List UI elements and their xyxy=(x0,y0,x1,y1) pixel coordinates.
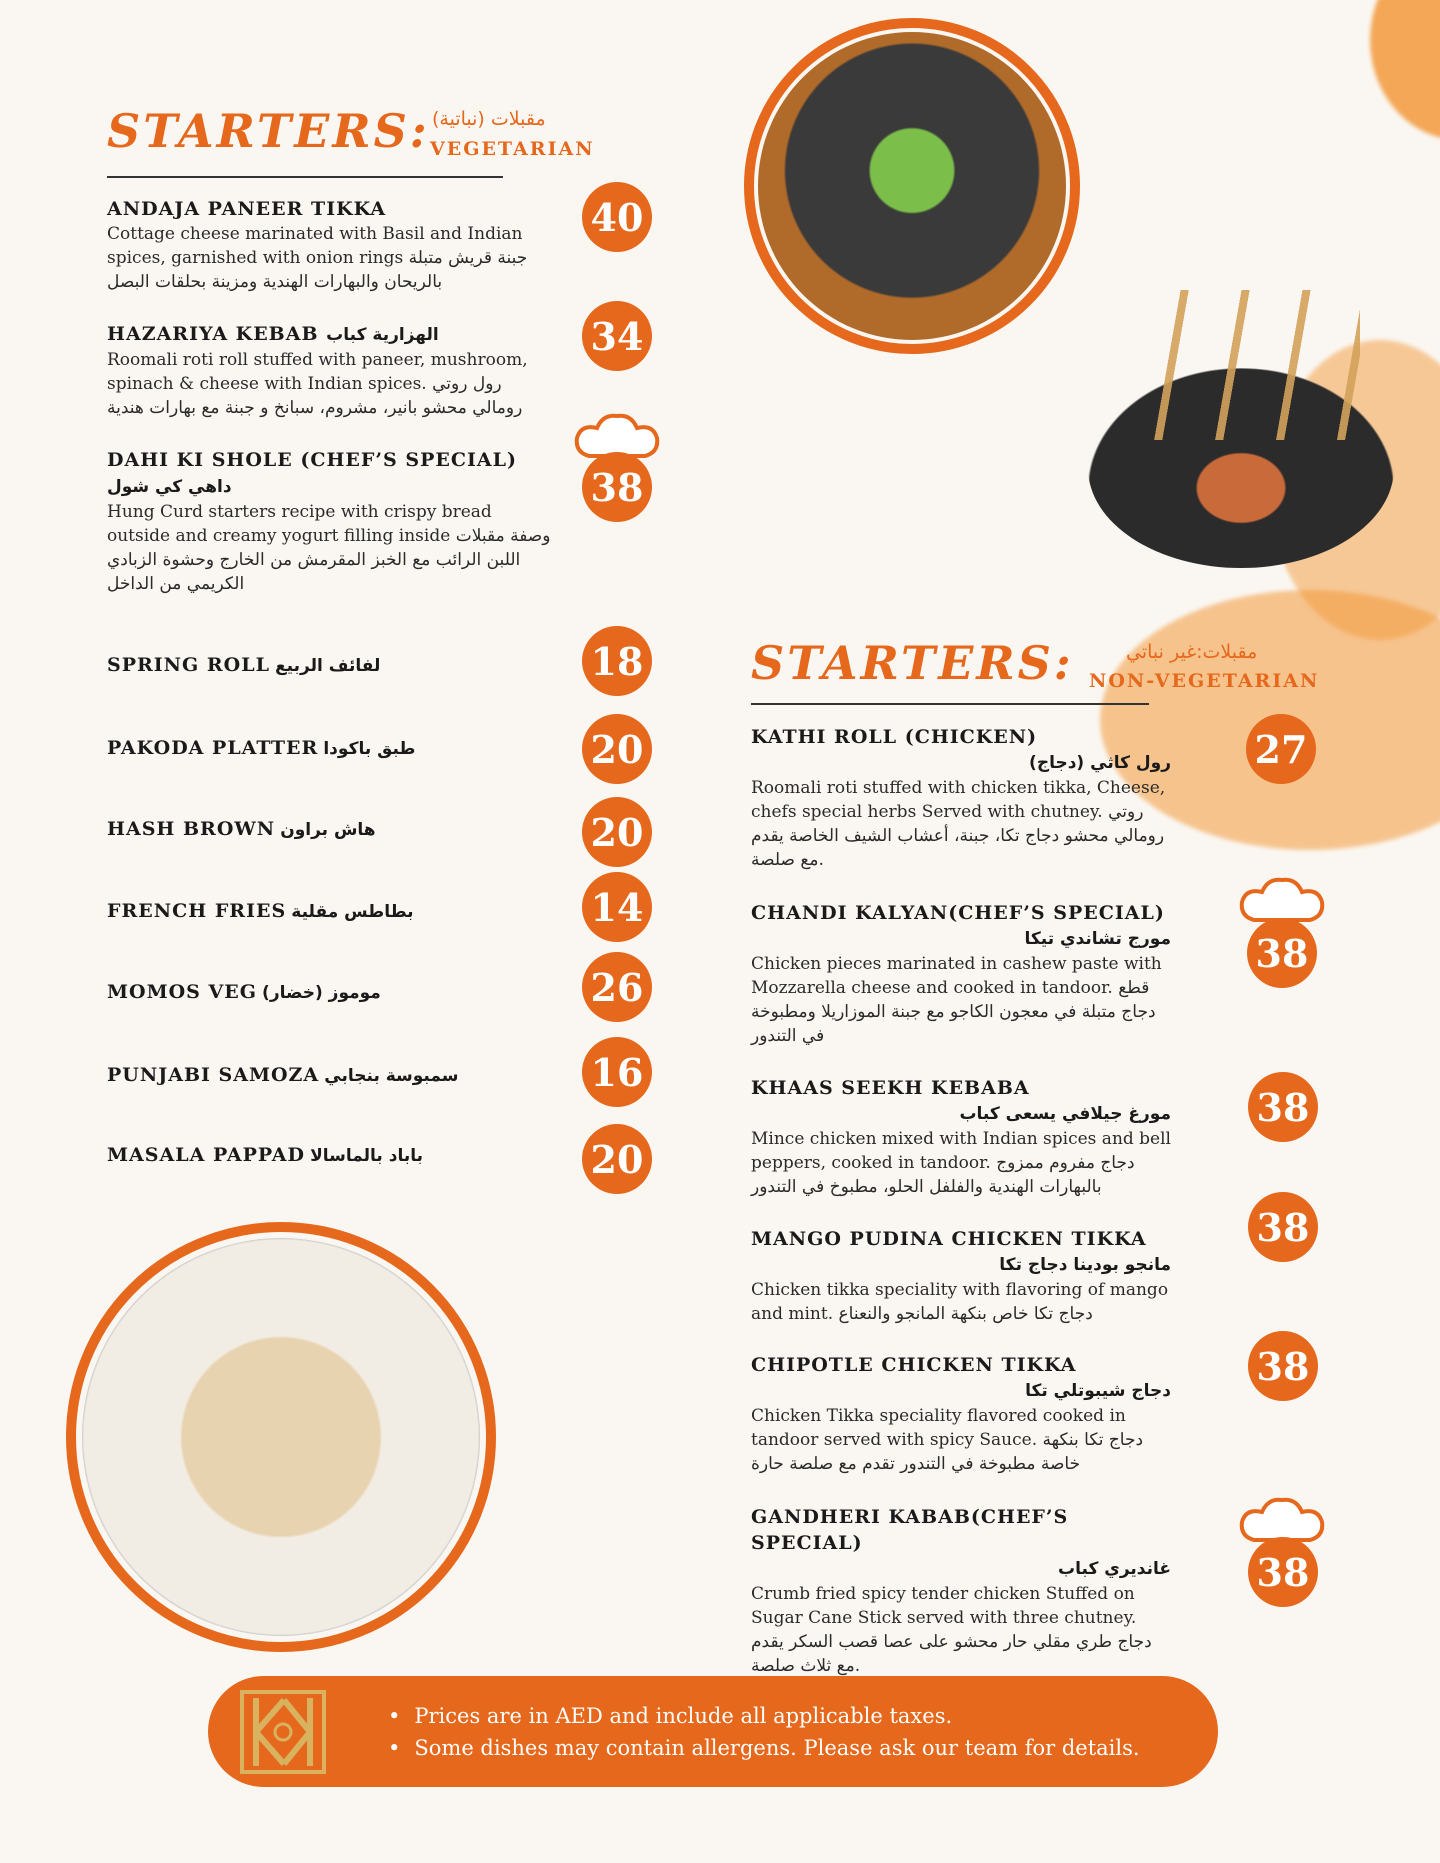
footer-notes-list xyxy=(388,1700,1140,1764)
veg-section-title: STARTERS: xyxy=(107,104,430,158)
menu-item-hazariya-kebab xyxy=(107,321,557,420)
menu-item-mango-pudina-chicken-tikka xyxy=(751,1226,1171,1326)
item-name-row xyxy=(107,447,557,500)
item-description: Roomali roti stuffed with chicken tikka, Cheese, chefs special herbs Served with chutney. روتي رومالي محشو دجاج تكا، جبنة، أعشاب الشيف الخاصة يقدم مع صلصة. xyxy=(751,778,1166,870)
menu-item-momos-veg xyxy=(107,979,381,1006)
nonveg-section-title-ar: مقبلات:غير نباتي xyxy=(1126,641,1258,663)
price-badge: 38 xyxy=(1248,1537,1318,1607)
price-badge: 38 xyxy=(1248,1072,1318,1142)
price-badge: 26 xyxy=(582,952,652,1022)
veg-section-title-ar: مقبلات (نباتية) xyxy=(432,108,546,130)
nonveg-section-header xyxy=(751,636,1074,690)
price-badge: 14 xyxy=(582,872,652,942)
menu-item-french-fries xyxy=(107,898,414,925)
menu-item-pakoda-platter xyxy=(107,735,415,762)
restaurant-logo xyxy=(238,1688,328,1776)
nonveg-section-title: STARTERS: xyxy=(751,636,1074,690)
item-name-ar: غانديري كباب xyxy=(1058,1559,1171,1579)
item-description: Chicken Tikka speciality flavored cooked in tandoor served with spicy Sauce. دجاج تكا بنكهة خاصة مطبوخة في التندور تقدم مع صلصة حارة xyxy=(751,1406,1144,1474)
item-name: MANGO PUDINA CHICKEN TIKKA xyxy=(751,1228,1147,1250)
item-name: KHAAS SEEKH KEBABA xyxy=(751,1077,1030,1099)
veg-section-subtitle: VEGETARIAN xyxy=(430,138,595,160)
item-name-ar: الهزارية كباب xyxy=(326,325,439,345)
price-badge: 18 xyxy=(582,626,652,696)
price-badge: 38 xyxy=(582,452,652,522)
item-name: HASH BROWN xyxy=(107,818,276,840)
food-image-skewers-sticks xyxy=(1140,290,1360,440)
item-description: Mince chicken mixed with Indian spices and bell peppers, cooked in tandoor. دجاج مفروم ممزوج بالبهارات الهندية والفلفل الحلو، مطبوخ في التندور xyxy=(751,1129,1171,1197)
menu-item-khaas-seekh-kebaba xyxy=(751,1075,1171,1199)
price-badge: 20 xyxy=(582,714,652,784)
item-name: SPRING ROLL xyxy=(107,654,270,676)
item-name: MASALA PAPPAD xyxy=(107,1144,306,1166)
item-name-ar: داهي كي شول xyxy=(107,477,232,497)
menu-item-dahi-ki-shole xyxy=(107,447,557,596)
price-badge: 40 xyxy=(582,182,652,252)
item-description: Crumb fried spicy tender chicken Stuffed on Sugar Cane Stick served with three chutney. دجاج طري مقلي حار محشو على عصا قصب السكر يقدم مع ثلاث صلصة. xyxy=(751,1584,1152,1676)
price-badge: 38 xyxy=(1248,1331,1318,1401)
item-description: Cottage cheese marinated with Basil and Indian spices, garnished with onion rings جبنة قريش متبلة بالريحان والبهارات الهندية ومزينة بحلقات البصل xyxy=(107,224,528,292)
item-name-ar: طبق باكودا xyxy=(323,739,416,759)
item-name-ar: لفائف الربيع xyxy=(275,656,381,676)
price-badge: 20 xyxy=(582,1124,652,1194)
item-name-ar: مورغ جيلافي يسعى كباب xyxy=(959,1104,1171,1124)
price-badge: 38 xyxy=(1247,918,1317,988)
price-badge: 20 xyxy=(582,797,652,867)
item-name-ar: باباد بالماسالا xyxy=(310,1146,423,1166)
item-name-ar: سمبوسة بنجابي xyxy=(324,1066,459,1086)
item-name-ar: هاش براون xyxy=(280,820,376,840)
menu-item-andaja-paneer-tikka xyxy=(107,196,547,294)
price-badge: 38 xyxy=(1248,1192,1318,1262)
item-name: KATHI ROLL (CHICKEN) xyxy=(751,726,1038,748)
item-name: MOMOS VEG xyxy=(107,981,257,1003)
item-name-ar: بطاطس مقلية xyxy=(291,902,414,922)
item-description: Chicken pieces marinated in cashew paste with Mozzarella cheese and cooked in tandoor. قطع دجاج متبلة في معجون الكاجو مع جبنة الموزاريلا ومطبوخة في التندور xyxy=(751,954,1162,1046)
menu-item-masala-pappad xyxy=(107,1142,423,1169)
footer-note-allergens: • Some dishes may contain allergens. Please ask our team for details. xyxy=(388,1732,1140,1764)
item-name-ar: دجاج شيبوتلي تكا xyxy=(1025,1381,1171,1401)
menu-item-chipotle-chicken-tikka xyxy=(751,1352,1171,1476)
item-description: Chicken tikka speciality with flavoring of mango and mint. دجاج تكا خاص بنكهة المانجو والنعناع xyxy=(751,1280,1169,1324)
nonveg-section-divider xyxy=(751,703,1149,705)
item-name: ANDAJA PANEER TIKKA xyxy=(107,198,387,220)
item-name-ar: موموز (خضار) xyxy=(262,983,381,1003)
item-name-ar: مانجو بودينا دجاج تكا xyxy=(999,1255,1171,1275)
price-badge: 34 xyxy=(582,301,652,371)
veg-section-header xyxy=(107,104,430,158)
item-name: DAHI KI SHOLE (CHEF’S SPECIAL) xyxy=(107,449,517,471)
orange-splash-top-right xyxy=(1370,0,1440,140)
item-name: FRENCH FRIES xyxy=(107,900,287,922)
menu-item-chandi-kalyan xyxy=(751,900,1171,1048)
menu-item-punjabi-samoza xyxy=(107,1062,458,1089)
veg-section-divider xyxy=(107,176,503,178)
item-name: PUNJABI SAMOZA xyxy=(107,1064,320,1086)
item-name: CHANDI KALYAN(CHEF’S SPECIAL) xyxy=(751,902,1165,924)
price-badge: 27 xyxy=(1246,714,1316,784)
food-image-paneer-tikka xyxy=(758,32,1066,340)
footer-notice-bar xyxy=(208,1676,1218,1787)
nonveg-section-subtitle: NON-VEGETARIAN xyxy=(1089,670,1320,692)
price-badge: 16 xyxy=(582,1037,652,1107)
item-name-ar: رول كاثي (دجاج) xyxy=(1029,753,1171,773)
item-name: GANDHERI KABAB(CHEF’S SPECIAL) xyxy=(751,1506,1069,1554)
item-name: HAZARIYA KEBAB xyxy=(107,323,319,345)
menu-item-gandheri-kabab xyxy=(751,1504,1171,1678)
menu-item-kathi-roll xyxy=(751,724,1171,872)
menu-item-spring-roll xyxy=(107,652,380,679)
menu-item-hash-brown xyxy=(107,816,376,843)
footer-note-prices: • Prices are in AED and include all applicable taxes. xyxy=(388,1700,1140,1732)
item-name-row xyxy=(107,321,557,348)
item-description: Hung Curd starters recipe with crispy bread outside and creamy yogurt filling inside وصفة مقبلات اللبن الرائب مع الخبز المقرمش من الخارج وحشوة الزبادي الكريمي من الداخل xyxy=(107,502,551,594)
item-name: CHIPOTLE CHICKEN TIKKA xyxy=(751,1354,1077,1376)
item-description: Roomali roti roll stuffed with paneer, mushroom, spinach & cheese with Indian spices. رول روتي رومالي محشو بانير، مشروم، سبانخ و جبنة مع بهارات هندية xyxy=(107,350,528,418)
item-name: PAKODA PLATTER xyxy=(107,737,319,759)
item-name-ar: مورج تشاندي تيكا xyxy=(1024,929,1171,949)
food-image-chicken-kebab xyxy=(82,1238,480,1636)
